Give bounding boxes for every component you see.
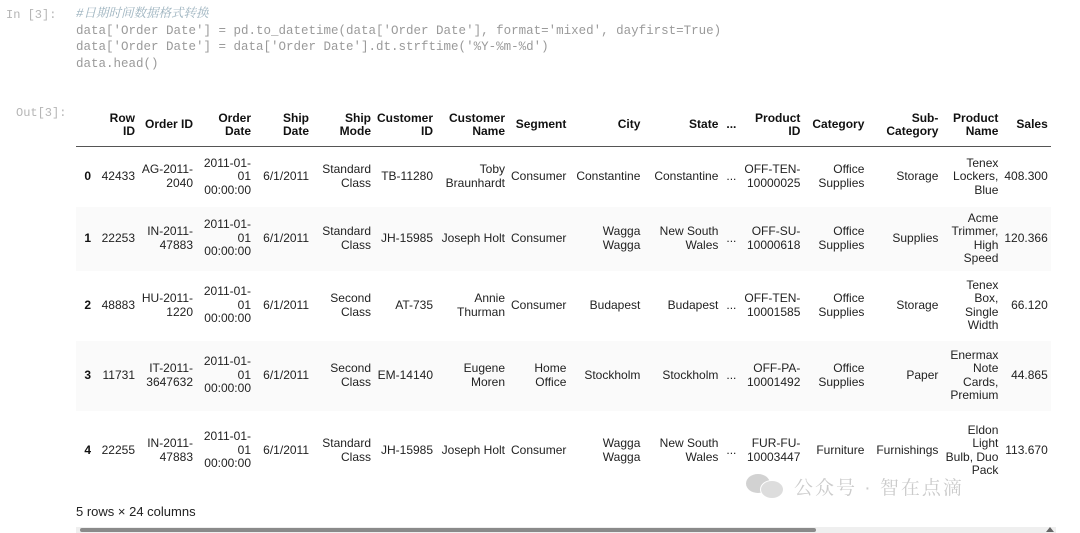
table-cell: Eldon Light Bulb, Duo Pack: [945, 422, 999, 477]
table-cell: Paper: [906, 367, 939, 382]
table-cell: EM-14140: [377, 367, 434, 382]
table-cell: OFF-TEN-10001585: [744, 291, 801, 319]
column-header: [76, 104, 94, 147]
table-cell: 120.366: [1004, 230, 1048, 245]
in-prompt: In [3]:: [6, 8, 57, 22]
table-cell: New South Wales: [659, 436, 719, 464]
table-cell: Storage: [896, 297, 939, 312]
table-cell: Home Office: [534, 361, 567, 389]
table-cell-ellipsis: ...: [726, 297, 737, 312]
table-cell: Second Class: [330, 291, 371, 319]
table-row: [76, 207, 1051, 271]
table-cell: 6/1/2011: [263, 297, 309, 312]
wechat-icon: [746, 472, 786, 500]
code-line: #日期时间数据格式转换: [76, 7, 209, 21]
table-cell: Standard Class: [322, 224, 371, 252]
table-cell: Second Class: [330, 361, 371, 389]
table-cell: 44.865: [1011, 367, 1048, 382]
table-cell: Furniture: [816, 442, 865, 457]
code-cell[interactable]: [76, 6, 721, 72]
table-cell: 2011-01-01 00:00:00: [203, 155, 251, 197]
scroll-right-arrow-icon[interactable]: [1046, 527, 1054, 532]
table-cell: Stockholm: [584, 367, 641, 382]
table-cell: HU-2011-1220: [141, 291, 193, 319]
table-cell: 66.120: [1011, 297, 1048, 312]
column-header: Row ID: [94, 104, 138, 147]
row-index: 0: [84, 169, 91, 183]
watermark-text: 公众号 · 智在点滴: [794, 477, 964, 499]
watermark: [746, 472, 964, 500]
table-cell: Tenex Lockers, Blue: [953, 155, 999, 197]
table-cell: IN-2011-47883: [147, 224, 193, 252]
column-header: Ship Date: [254, 104, 312, 147]
table-cell: Stockholm: [662, 367, 719, 382]
table-row: [76, 271, 1051, 341]
code-line: data['Order Date'] = data['Order Date'].dt.strftime('%Y-%m-%d'): [76, 40, 549, 54]
column-header: Product ID: [739, 104, 803, 147]
table-cell-ellipsis: ...: [726, 367, 737, 382]
row-index: 1: [84, 230, 91, 245]
table-cell: Toby Braunhardt: [445, 162, 506, 190]
table-cell: Consumer: [511, 230, 567, 245]
dataframe-shape: 5 rows × 24 columns: [76, 504, 196, 519]
table-row: [76, 147, 1051, 207]
table-cell-ellipsis: ...: [726, 230, 737, 245]
table-cell: JH-15985: [380, 442, 434, 457]
table-cell: JH-15985: [380, 230, 434, 245]
code-line: data['Order Date'] = pd.to_datetime(data['Order Date'], format='mixed', dayfirst=True): [76, 23, 722, 38]
row-index: 2: [84, 297, 91, 312]
row-index: 4: [84, 442, 91, 457]
table-cell: 2011-01-01 00:00:00: [203, 217, 251, 259]
column-header: Product Name: [941, 104, 1001, 147]
table-cell: AT-735: [395, 297, 434, 312]
column-header: Ship Mode: [312, 104, 374, 147]
column-header: Customer Name: [436, 104, 508, 147]
table-cell: 6/1/2011: [263, 169, 309, 183]
table-cell: Standard Class: [322, 436, 371, 464]
table-cell: Consumer: [511, 169, 567, 183]
table-cell: Furnishings: [876, 442, 939, 457]
column-header: Customer ID: [374, 104, 436, 147]
table-cell: Wagga Wagga: [602, 224, 641, 252]
table-cell: Constantine: [576, 169, 641, 183]
horizontal-scrollbar[interactable]: [76, 527, 1056, 533]
table-cell-ellipsis: ...: [726, 169, 737, 183]
dataframe-table: [76, 104, 1051, 491]
table-cell: Storage: [896, 169, 939, 183]
column-header-ellipsis: ...: [721, 104, 739, 147]
table-cell: 2011-01-01 00:00:00: [203, 429, 251, 471]
row-index: 3: [84, 367, 91, 382]
scrollbar-thumb[interactable]: [80, 528, 816, 532]
table-cell: OFF-SU-10000618: [746, 224, 801, 252]
column-header: Sales: [1001, 104, 1050, 147]
table-cell: 113.670: [1005, 442, 1048, 457]
table-cell: Joseph Holt: [441, 442, 506, 457]
column-header: City: [569, 104, 643, 147]
table-cell: New South Wales: [659, 224, 719, 252]
table-cell: 11731: [102, 367, 135, 382]
table-cell: 6/1/2011: [263, 367, 309, 382]
table-cell: Enermax Note Cards, Premium: [950, 347, 999, 402]
table-cell: Constantine: [654, 169, 719, 183]
table-row: [76, 341, 1051, 411]
table-cell: 48883: [101, 297, 135, 312]
column-header: Order Date: [196, 104, 254, 147]
table-header-row: [76, 104, 1051, 147]
table-cell: Office Supplies: [818, 162, 865, 190]
table-cell: Eugene Moren: [463, 361, 506, 389]
table-cell: Budapest: [667, 297, 719, 312]
table-cell: 22253: [101, 230, 135, 245]
table-cell: Joseph Holt: [441, 230, 506, 245]
table-cell: Office Supplies: [818, 291, 865, 319]
table-cell: TB-11280: [381, 169, 434, 183]
table-cell: FUR-FU-10003447: [746, 436, 801, 464]
column-header: State: [643, 104, 721, 147]
table-cell: Standard Class: [322, 162, 371, 190]
table-cell: Consumer: [511, 442, 567, 457]
table-cell: 6/1/2011: [263, 230, 309, 245]
table-cell: OFF-TEN-10000025: [744, 162, 801, 190]
table-cell: Acme Trimmer, High Speed: [951, 210, 999, 265]
table-cell: Office Supplies: [818, 361, 865, 389]
table-cell: 22255: [101, 442, 135, 457]
table-cell: AG-2011-2040: [141, 162, 193, 190]
table-cell: Budapest: [589, 297, 641, 312]
out-prompt: Out[3]:: [16, 106, 67, 120]
dataframe-output: [76, 104, 1056, 492]
table-cell-ellipsis: ...: [726, 442, 737, 457]
table-cell: 6/1/2011: [263, 442, 309, 457]
table-cell: Consumer: [511, 297, 567, 312]
column-header: Order ID: [138, 104, 196, 147]
table-cell: OFF-PA-10001492: [746, 361, 801, 389]
table-cell: 2011-01-01 00:00:00: [203, 284, 251, 326]
table-cell: 42433: [101, 169, 135, 183]
table-cell: IT-2011-3647632: [146, 361, 193, 389]
table-cell: Office Supplies: [818, 224, 865, 252]
table-cell: Tenex Box, Single Width: [965, 277, 999, 332]
code-line: data.head(): [76, 56, 159, 71]
column-header: Segment: [508, 104, 569, 147]
table-cell: 408.300: [1004, 169, 1048, 183]
column-header: Category: [803, 104, 867, 147]
table-cell: IN-2011-47883: [147, 436, 193, 464]
table-cell: Wagga Wagga: [602, 436, 641, 464]
table-cell: Supplies: [892, 230, 939, 245]
table-cell: 2011-01-01 00:00:00: [203, 354, 251, 396]
column-header: Sub-Category: [867, 104, 941, 147]
table-cell: Annie Thurman: [456, 291, 506, 319]
